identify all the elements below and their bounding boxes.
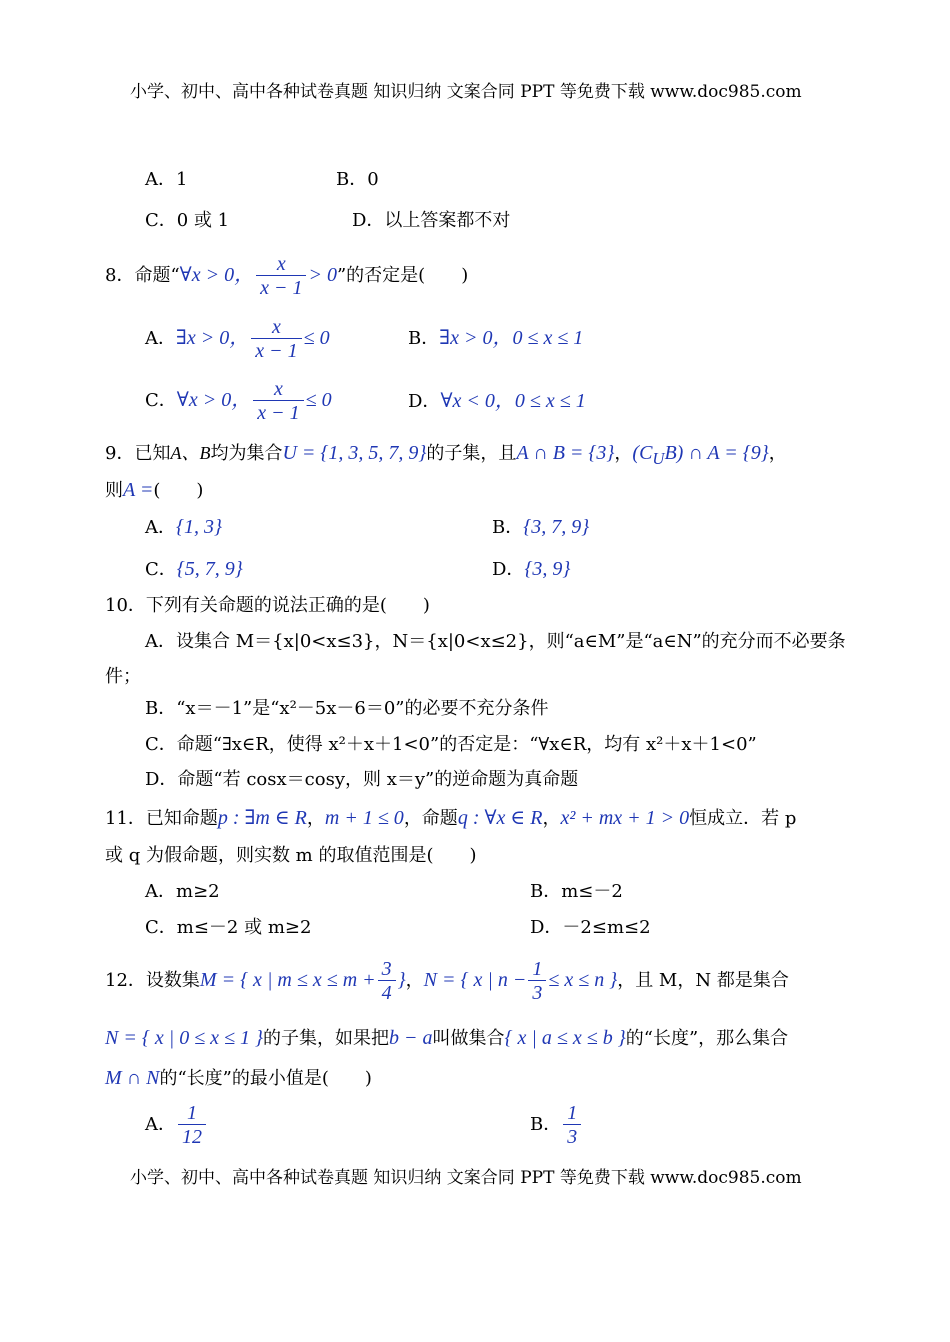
q12-b-fraction	[563, 1102, 581, 1149]
q9-line2-tail: ( )	[153, 480, 204, 501]
q9-d-math: {3, 9}	[524, 558, 571, 580]
q11-p: p : ∃m ∈ R	[217, 807, 307, 829]
q12-l2-tail: 的“长度”，那么集合	[625, 1028, 789, 1049]
q10-option-b: B．“x＝－1”是“x²－5x－6＝0”的必要不充分条件	[145, 698, 549, 719]
q9-mid: 均为集合	[210, 443, 283, 464]
q12-pre: 12．设数集	[105, 970, 200, 991]
q12-a-den: 12	[182, 1125, 202, 1148]
q12-l3-math: M ∩ N	[105, 1067, 160, 1089]
q9-cond2-tail: B) ∩ A = {9}	[664, 442, 769, 464]
q12-b-num: 1	[563, 1102, 581, 1125]
q8-c-den: x − 1	[257, 401, 300, 424]
q12-option-b	[530, 1100, 583, 1150]
q11-option-a: A．m≥2	[145, 881, 220, 902]
q7-option-a: A．1	[145, 169, 188, 190]
q9-universal-set: U = {1, 3, 5, 7, 9}	[282, 442, 427, 464]
q9-b-math: {3, 7, 9}	[523, 516, 590, 538]
q12-b-label: B．	[530, 1114, 562, 1135]
q12-stem	[105, 955, 789, 1006]
q9-line2	[105, 478, 203, 503]
q8-stem	[105, 252, 468, 300]
q8-b-rel: 0 ≤ x ≤ 1	[512, 327, 584, 349]
q12-set-m: M = { x | m ≤ x ≤ m +	[199, 969, 376, 991]
q10-option-d: D．命题“若 cosx＝cosy，则 x＝y”的逆命题为真命题	[145, 769, 579, 790]
q8-frac-num: x	[256, 253, 306, 276]
q9-cond2-sub: U	[652, 449, 665, 468]
q9-line2-pre: 则	[105, 480, 123, 501]
q8-c-label: C．	[145, 390, 177, 411]
q12-l2-mid2: 叫做集合	[432, 1028, 505, 1049]
q11-option-c: C．m≤－2 或 m≥2	[145, 917, 312, 938]
q12-a-num: 1	[178, 1102, 206, 1125]
page-footer: 小学、初中、高中各种试卷真题 知识归纳 文案合同 PPT 等免费下载 www.doc985.com	[130, 1168, 802, 1188]
q9-cond1: A ∩ B = {3}	[516, 442, 615, 464]
q8-a-label: A．	[145, 328, 176, 349]
q8-a-den: x − 1	[255, 339, 298, 362]
q12-m-num: 3	[378, 958, 396, 981]
q11-pre: 11．已知命题	[105, 808, 218, 829]
q9-ab: A、B	[170, 443, 211, 463]
q8-d-label: D．	[408, 391, 441, 412]
q11-q2: x² + mx + 1 > 0	[560, 807, 690, 829]
q12-b-den: 3	[567, 1125, 578, 1148]
q12-l2-math: N = { x | 0 ≤ x ≤ 1 }	[105, 1027, 264, 1049]
q8-number: 8．命题“	[105, 265, 180, 286]
q7-option-b: B．0	[336, 169, 379, 190]
q12-n-num: 1	[528, 958, 546, 981]
q7-option-d: D．以上答案都不对	[352, 210, 511, 231]
q9-mid2: 的子集，且	[426, 443, 517, 464]
q11-mid: ，命题	[403, 808, 458, 829]
q8-frac-den: x − 1	[260, 276, 303, 299]
q8-b-math: ∃x > 0，	[439, 327, 513, 349]
q11-p2: m + 1 ≤ 0	[324, 807, 404, 829]
q8-option-d	[408, 389, 586, 414]
q12-line3	[105, 1066, 372, 1091]
q9-option-b	[492, 515, 589, 540]
q10-option-c: C．命题“∃x∈R，使得 x²＋x＋1<0”的否定是：“∀x∈R，均有 x²＋x＋1<0”	[145, 734, 757, 755]
q8-c-num: x	[253, 378, 303, 401]
q9-c-label: C．	[145, 559, 177, 580]
q9-comma: ，	[614, 443, 633, 464]
q12-a-label: A．	[145, 1114, 176, 1135]
q9-option-a	[145, 515, 222, 540]
q11-tail: 恒成立．若 p	[689, 808, 797, 829]
q9-a-math: {1, 3}	[176, 516, 222, 538]
q9-d-label: D．	[492, 559, 525, 580]
q8-a-fraction	[251, 316, 301, 363]
q8-c-fraction	[253, 378, 303, 425]
q8-tail: ”的否定是( )	[336, 265, 469, 286]
q8-stem-math: ∀x > 0，	[179, 264, 255, 286]
q8-b-label: B．	[408, 328, 440, 349]
q12-line2	[105, 1026, 788, 1051]
page-header: 小学、初中、高中各种试卷真题 知识归纳 文案合同 PPT 等免费下载 www.doc985.com	[130, 82, 802, 102]
q8-c-rel: ≤ 0	[305, 389, 332, 411]
q8-c-math: ∀x > 0，	[176, 389, 252, 411]
q12-m-close: }	[397, 969, 406, 991]
q11-line2: 或 q 为假命题，则实数 m 的取值范围是( )	[105, 845, 477, 866]
q12-n-den: 3	[532, 981, 543, 1004]
q11-option-d: D．－2≤m≤2	[530, 917, 651, 938]
q8-option-a	[145, 315, 330, 363]
q12-l2-mid: 的子集，如果把	[263, 1028, 390, 1049]
q8-d-rel: 0 ≤ x ≤ 1	[514, 390, 586, 412]
q11-c1: ，	[306, 808, 325, 829]
q9-a-label: A．	[145, 517, 176, 538]
q12-l2-set: { x | a ≤ x ≤ b }	[504, 1027, 626, 1049]
q8-a-rel: ≤ 0	[303, 327, 330, 349]
q8-a-num: x	[251, 316, 301, 339]
q12-tail: ，且 M，N 都是集合	[617, 970, 789, 991]
q12-m-fraction	[378, 958, 396, 1005]
q9-cond2	[632, 442, 769, 468]
q12-n-fraction	[528, 958, 546, 1005]
q9-cond2-head: (C	[632, 442, 653, 464]
q9-end: ，	[768, 443, 787, 464]
q12-set-n: N = { x | n −	[423, 969, 527, 991]
q12-l2-ba: b − a	[389, 1027, 433, 1049]
q10-stem: 10．下列有关命题的说法正确的是( )	[105, 595, 430, 616]
q9-b-label: B．	[492, 517, 524, 538]
q12-m-den: 4	[381, 981, 392, 1004]
q12-a-fraction	[178, 1102, 206, 1149]
q12-n-tail: ≤ x ≤ n }	[548, 969, 618, 991]
q8-a-math: ∃x > 0，	[176, 327, 250, 349]
q12-l3-tail: 的“长度”的最小值是( )	[159, 1068, 372, 1089]
q11-q: q : ∀x ∈ R	[457, 807, 543, 829]
q10-option-a-cont: 件；	[105, 666, 141, 687]
q12-option-a	[145, 1100, 208, 1150]
q8-d-math: ∀x < 0，	[440, 390, 515, 412]
q8-gt0: > 0	[308, 264, 337, 286]
q8-option-b	[408, 326, 583, 351]
q8-option-c	[145, 377, 332, 425]
q9-c-math: {5, 7, 9}	[176, 558, 243, 580]
q8-fraction	[256, 253, 306, 300]
q9-option-c	[145, 557, 243, 582]
q10-option-a: A．设集合 M＝{x|0<x≤3}，N＝{x|0<x≤2}，则“a∈M”是“a∈N”的充分而不必要条	[145, 631, 846, 652]
q9-stem	[105, 441, 787, 471]
q12-sep: ，	[405, 970, 424, 991]
q11-c2: ，	[542, 808, 561, 829]
q11-option-b: B．m≤－2	[530, 881, 623, 902]
q11-stem	[105, 806, 796, 831]
q9-option-d	[492, 557, 570, 582]
q9-pre: 9．已知	[105, 443, 171, 464]
q9-line2-math: A =	[123, 479, 154, 501]
q7-option-c: C．0 或 1	[145, 210, 230, 231]
